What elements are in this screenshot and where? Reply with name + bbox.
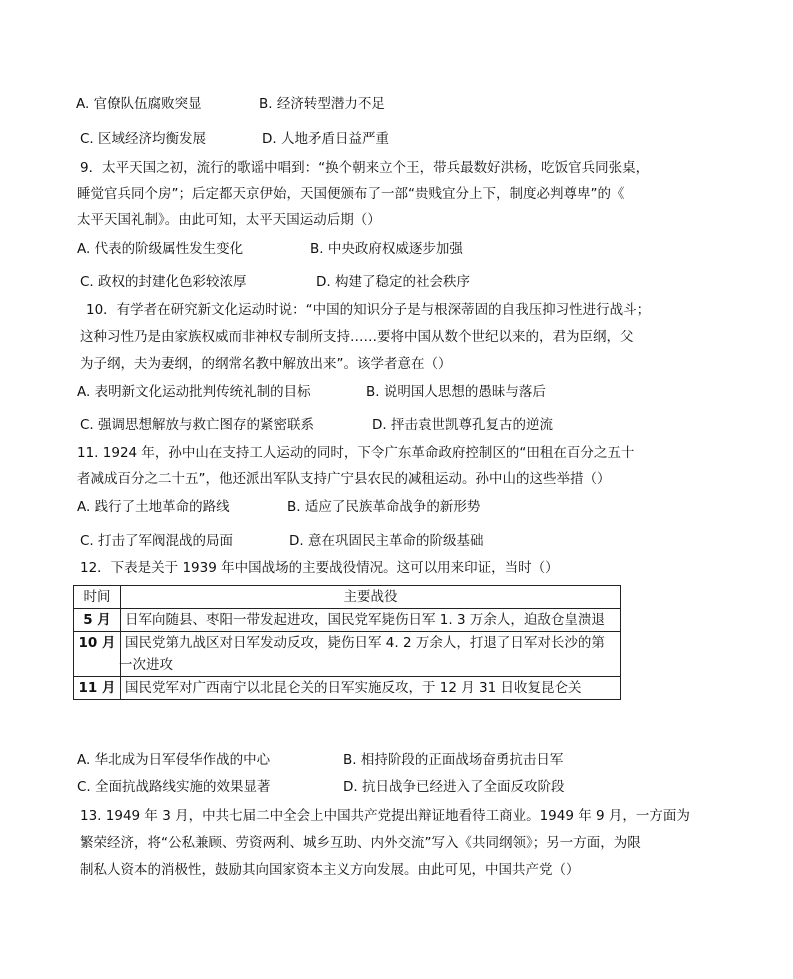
q11-option-a: A. 践行了土地革命的路线 [77, 499, 230, 515]
table-cell-battle: 日军向随县、枣阳一带发起进攻，国民党军毙伤日军 1. 3 万余人，迫敌仓皇溃退 [121, 609, 621, 632]
q10-option-a: A. 表明新文化运动批判传统礼制的目标 [77, 384, 311, 400]
table-header-battles: 主要战役 [121, 586, 621, 609]
q10-option-b: B. 说明国人思想的愚昧与落后 [366, 384, 546, 400]
q12-option-d: D. 抗日战争已经进入了全面反攻阶段 [343, 779, 565, 795]
q13-stem-line-2: 繁荣经济，将“公私兼顾、劳资两利、城乡互助、内外交流”写入《共同纲领》；另一方面，为限 [80, 835, 641, 851]
q11-stem-line-1: 11. 1924 年，孙中山在支持工人运动的同时，下令广东革命政府控制区的“田租在百分之五十 [77, 445, 635, 461]
q12-option-a: A. 华北成为日军侵华作战的中心 [77, 752, 271, 768]
table-row [74, 609, 621, 632]
q12-stem: 12．下表是关于 1939 年中国战场的主要战役情况。这可以用来印证，当时（） [80, 560, 559, 576]
q8-option-a: A. 官僚队伍腐败突显 [76, 96, 202, 112]
table-cell-line: 国民党第九战区对日军发动反攻，毙伤日军 4. 2 万余人，打退了日军对长沙的第 [125, 635, 605, 651]
q8-option-d: D. 人地矛盾日益严重 [262, 131, 389, 147]
q11-stem-line-2: 者减成百分之二十五”，他还派出军队支持广宁县农民的减租运动。孙中山的这些举措（） [77, 471, 611, 487]
q12-option-b: B. 相持阶段的正面战场奋勇抗击日军 [343, 752, 564, 768]
q10-stem-line-1: 10．有学者在研究新文化运动时说：“中国的知识分子是与根深蒂固的自我压抑习性进行战斗； [86, 302, 651, 318]
q8-option-b: B. 经济转型潜力不足 [259, 96, 385, 112]
battles-table [73, 585, 621, 700]
q10-option-d: D. 抨击袁世凯尊孔复古的逆流 [372, 417, 553, 433]
q12-option-c: C. 全面抗战路线实施的效果显著 [77, 779, 271, 795]
table-cell-battle: 国民党军对广西南宁以北昆仑关的日军实施反攻，于 12 月 31 日收复昆仑关 [121, 677, 621, 700]
q13-stem-line-3: 制私人资本的消极性，鼓励其向国家资本主义方向发展。由此可见，中国共产党（） [80, 862, 580, 878]
table-header-time: 时间 [74, 586, 121, 609]
table-cell-time: 5 月 [74, 609, 121, 632]
table-cell-line: 一次进攻 [119, 657, 173, 673]
q10-option-c: C. 强调思想解放与救亡图存的紧密联系 [80, 417, 315, 433]
q11-option-d: D. 意在巩固民主革命的阶级基础 [289, 533, 484, 549]
q9-option-a: A. 代表的阶级属性发生变化 [77, 241, 244, 257]
q10-stem-line-2: 这种习性乃是由家族权威而非神权专制所支持……要将中国从数个世纪以来的，君为臣纲，父 [80, 329, 634, 345]
q11-option-c: C. 打击了军阀混战的局面 [80, 533, 234, 549]
q9-stem-line-1: 9．太平天国之初，流行的歌谣中唱到：“换个朝来立个王，带兵最数好洪杨，吃饭官兵同张桌， [80, 160, 650, 176]
table-header-row [74, 586, 621, 609]
q10-stem-line-3: 为子纲，夫为妻纲，的纲常名教中解放出来”。该学者意在（） [80, 356, 452, 372]
q8-option-c: C. 区域经济均衡发展 [80, 131, 207, 147]
q9-option-c: C. 政权的封建化色彩较浓厚 [80, 274, 247, 290]
table-row [74, 677, 621, 700]
q9-option-d: D. 构建了稳定的社会秩序 [316, 274, 470, 290]
table-cell-time: 10 月 [74, 632, 121, 677]
table-cell-time: 11 月 [74, 677, 121, 700]
q9-stem-line-3: 太平天国礼制》。由此可知，太平天国运动后期（） [77, 212, 381, 228]
q9-stem-line-2: 睡觉官兵同个房”；后定都天京伊始，天国便颁布了一部“贵贱宜分上下，制度必判尊卑”的《 [77, 186, 625, 202]
table-cell-battle [121, 632, 621, 677]
q9-option-b: B. 中央政府权威逐步加强 [310, 241, 463, 257]
q13-stem-line-1: 13. 1949 年 3 月，中共七届二中全会上中国共产党提出辩证地看待工商业。1949 年 9 月，一方面为 [80, 808, 690, 824]
q11-option-b: B. 适应了民族革命战争的新形势 [287, 499, 481, 515]
table-row [74, 632, 621, 677]
